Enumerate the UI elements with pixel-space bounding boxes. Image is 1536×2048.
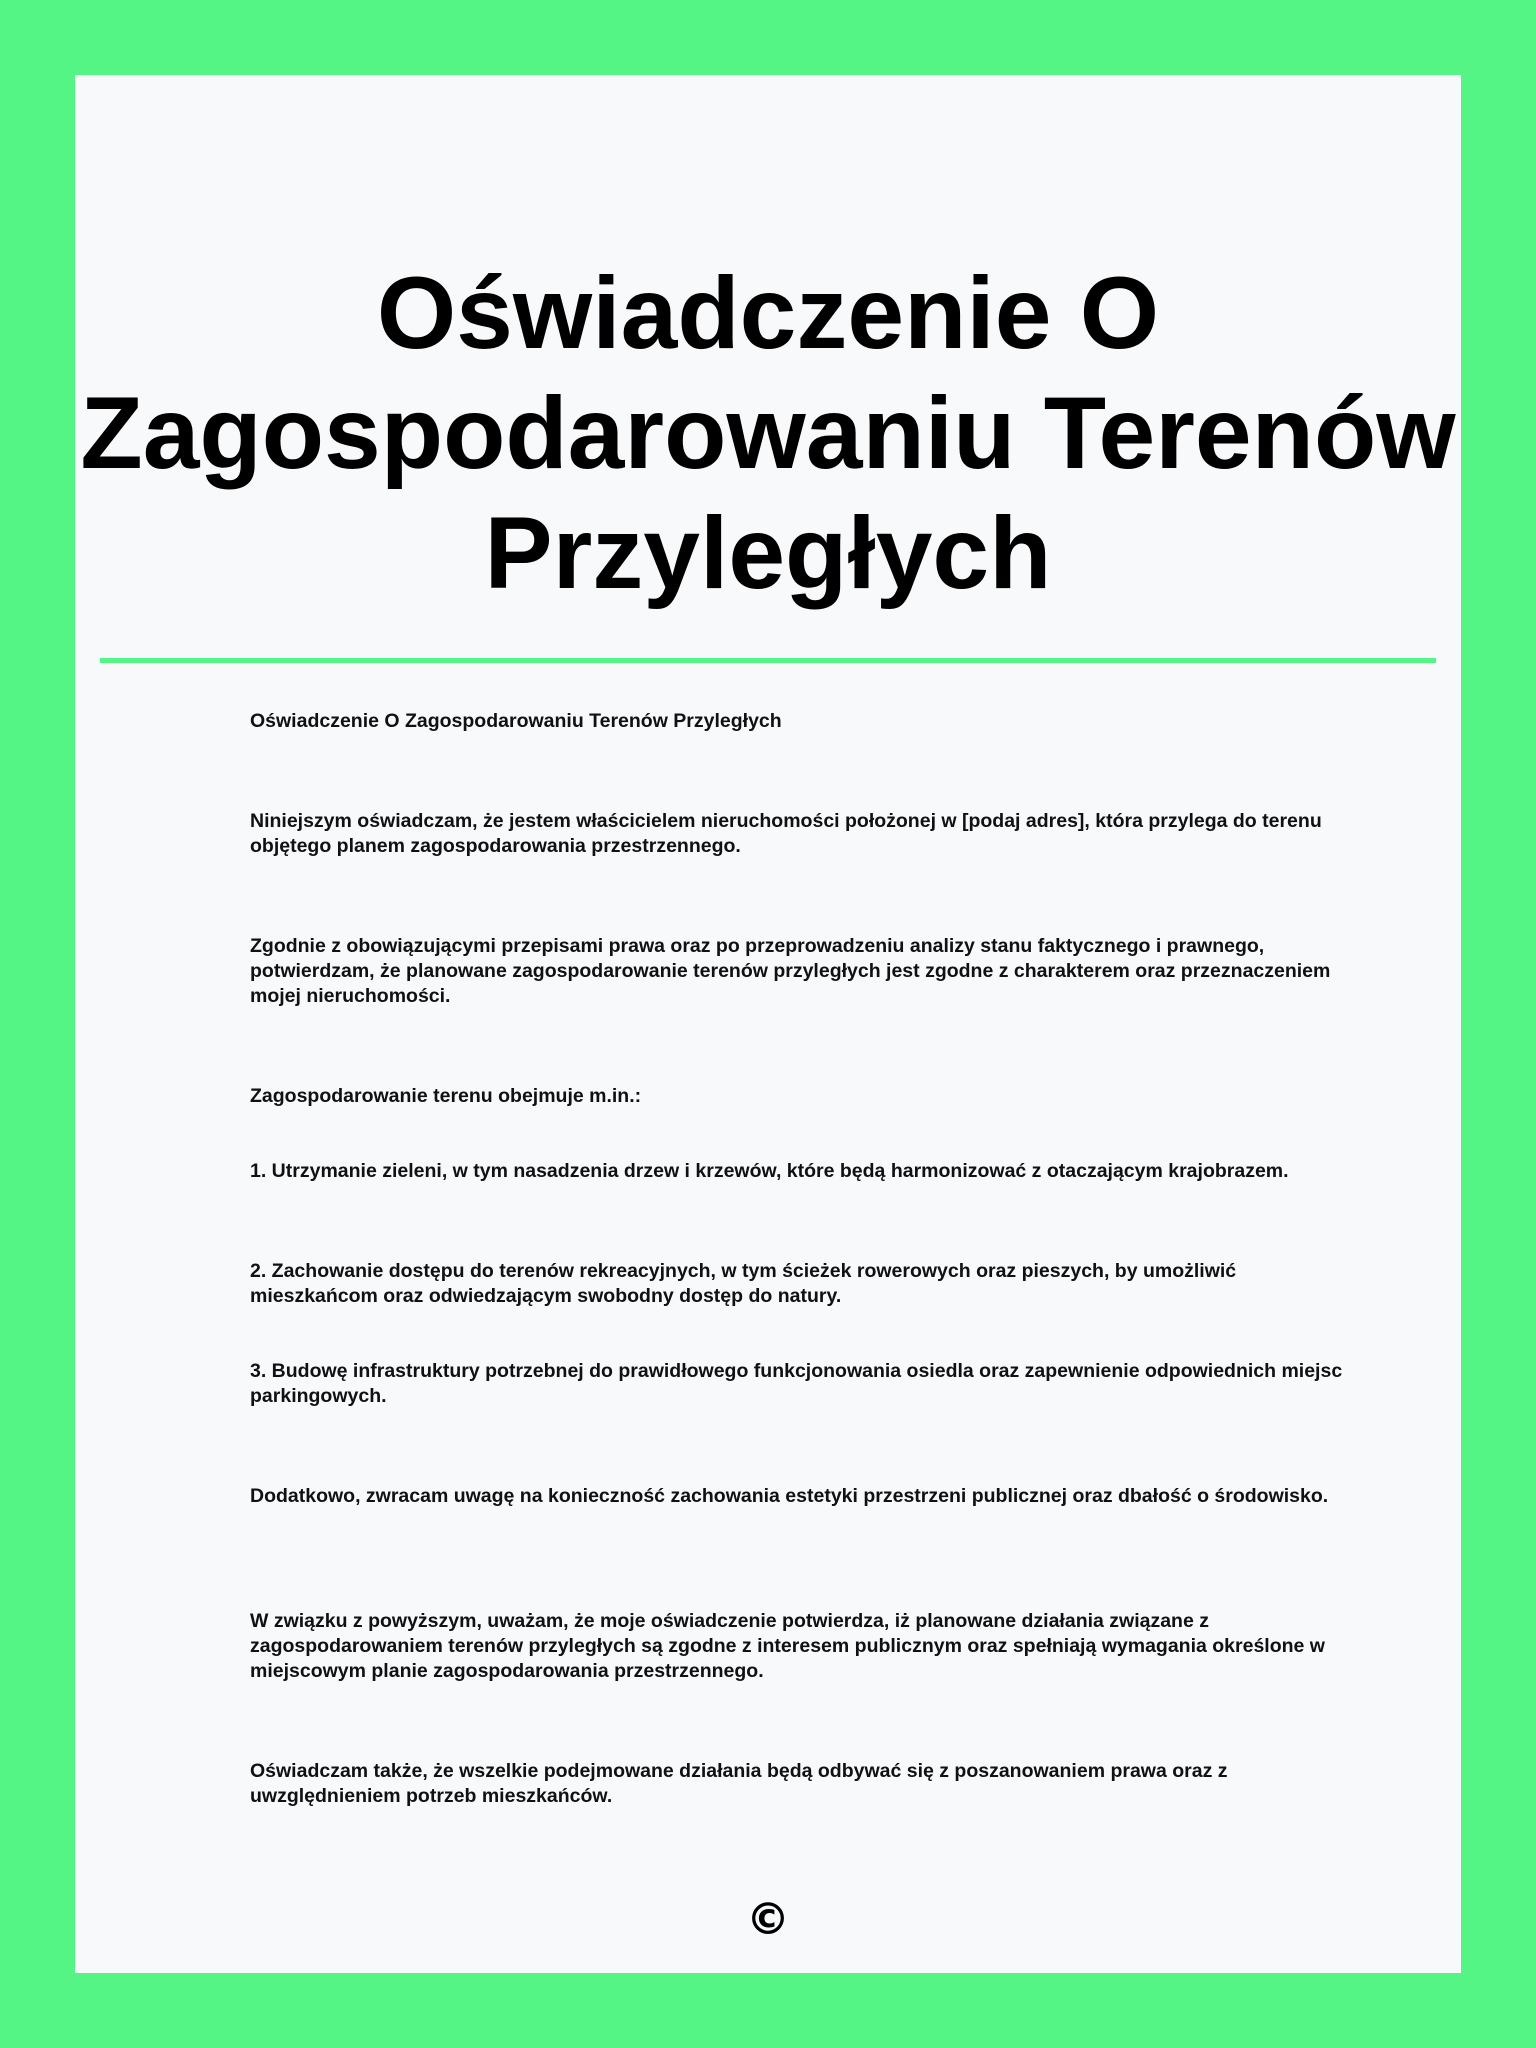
paragraph-ownership: Niniejszym oświadczam, że jestem właścicielem nieruchomości położonej w [podaj adres], która przylega do terenu objętego planem zagospodarowania przestrzennego. [250, 810, 1322, 857]
copyright-icon: © [746, 1894, 790, 1945]
document-heading: Oświadczenie O Zagospodarowaniu Terenów Przyległych [250, 710, 782, 732]
paragraph-scope-intro: Zagospodarowanie terenu obejmuje m.in.: [250, 1085, 642, 1107]
document-page [75, 75, 1461, 1973]
paragraph-conclusion: W związku z powyższym, uważam, że moje oświadczenie potwierdza, iż planowane działania związane z zagospodarowaniem terenów przyległych są zgodne z interesem publicznym oraz spełniają wymagania określone w miejscowym planie zagospodarowania przestrzennego. [250, 1610, 1325, 1682]
list-item-infrastructure: 3. Budowę infrastruktury potrzebnej do prawidłowego funkcjonowania osiedla oraz zapewnienie odpowiednich miejsc parkingowych. [250, 1360, 1343, 1407]
document-title: Oświadczenie O Zagospodarowaniu Terenów Przyległych [80, 256, 1456, 610]
title-divider [100, 658, 1436, 663]
paragraph-aesthetics: Dodatkowo, zwracam uwagę na konieczność zachowania estetyki przestrzeni publicznej oraz dbałość o środowisko. [250, 1485, 1329, 1507]
list-item-recreation-access: 2. Zachowanie dostępu do terenów rekreacyjnych, w tym ścieżek rowerowych oraz pieszych, by umożliwić mieszkańcom oraz odwiedzającym swobodny dostęp do natury. [250, 1260, 1237, 1307]
paragraph-respect-law: Oświadczam także, że wszelkie podejmowane działania będą odbywać się z poszanowaniem prawa oraz z uwzględnieniem potrzeb mieszkańców. [250, 1760, 1228, 1807]
paragraph-compliance: Zgodnie z obowiązującymi przepisami prawa oraz po przeprowadzeniu analizy stanu faktycznego i prawnego, potwierdzam, że planowane zagospodarowanie terenów przyległych jest zgodne z charakterem oraz przeznaczeniem mojej nieruchomości. [250, 935, 1331, 1007]
list-item-greenery: 1. Utrzymanie zieleni, w tym nasadzenia drzew i krzewów, które będą harmonizować z otaczającym krajobrazem. [250, 1160, 1289, 1182]
